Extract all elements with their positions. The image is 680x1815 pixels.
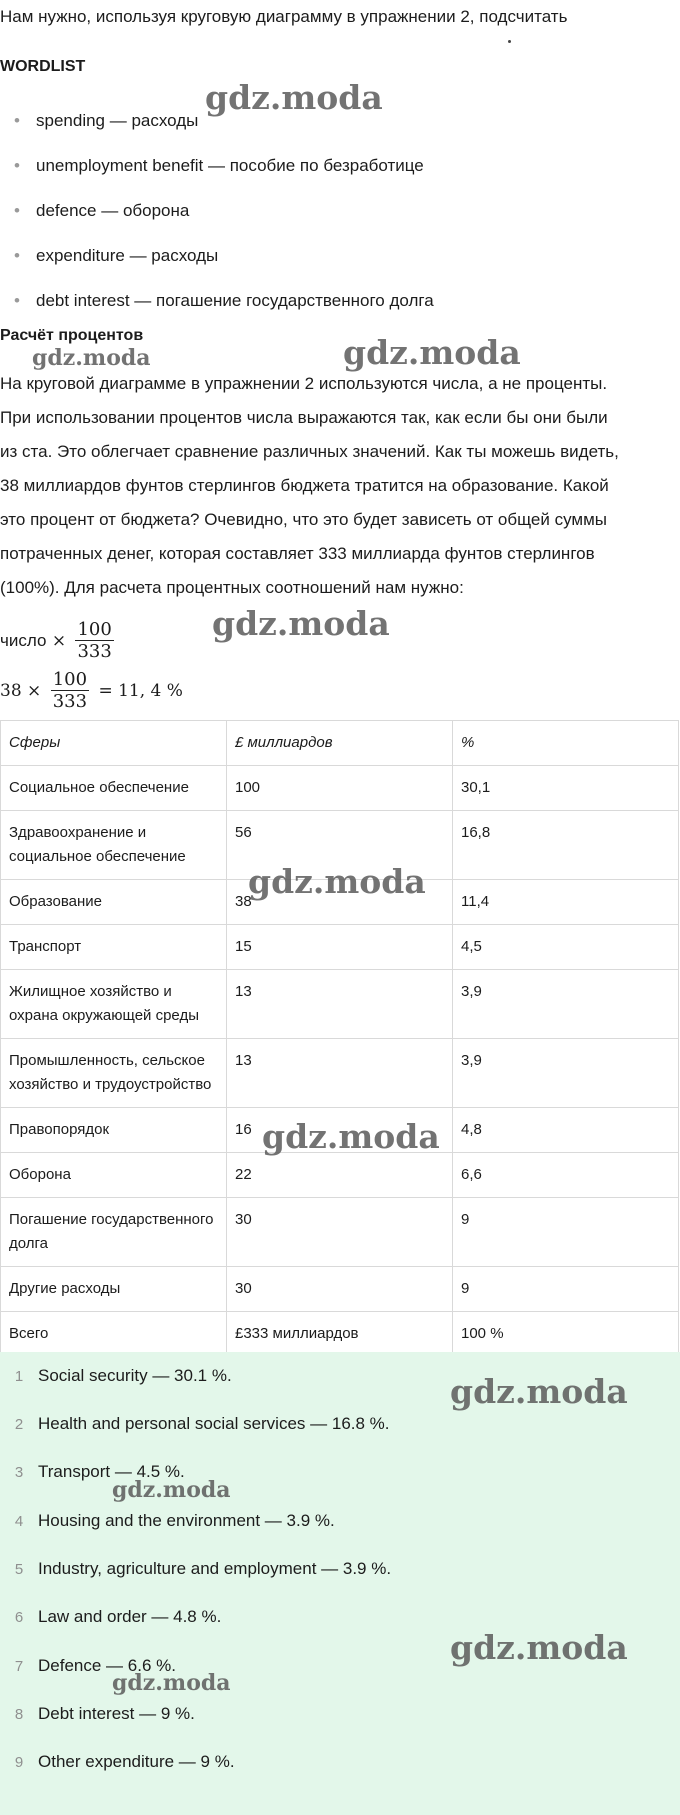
fraction-numerator: 100 — [52, 669, 88, 690]
wordlist-item: • spending — расходы — [14, 111, 199, 130]
watermark: gdz.moda — [450, 1628, 628, 1667]
header-cell: Сферы — [1, 721, 227, 766]
table-cell: 3,9 — [453, 970, 679, 1039]
table-cell: 4,5 — [453, 925, 679, 970]
answer-item: 7 Defence — 6.6 %. — [14, 1656, 176, 1675]
watermark: gdz.moda — [112, 1477, 231, 1503]
answer-item: 1 Social security — 30.1 %. — [14, 1366, 232, 1385]
table-cell: 30 — [227, 1267, 453, 1312]
watermark: gdz.moda — [450, 1372, 628, 1411]
table-cell: 16,8 — [453, 811, 679, 880]
table-row — [1, 766, 679, 811]
fraction — [51, 670, 89, 713]
table-cell: 3,9 — [453, 1039, 679, 1108]
table-cell: Другие расходы — [1, 1267, 227, 1312]
wordlist-title: WORDLIST — [0, 58, 86, 75]
calc-paragraph — [0, 367, 672, 605]
table-cell: 4,8 — [453, 1108, 679, 1153]
table-cell: 30 — [227, 1198, 453, 1267]
table-cell: Оборона — [1, 1153, 227, 1198]
calc-line: При использовании процентов числа выражаются так, как если бы они были — [0, 408, 608, 427]
table-row — [1, 925, 679, 970]
watermark: gdz.moda — [262, 1117, 440, 1156]
multiply-sign: × — [51, 631, 67, 651]
watermark: gdz.moda — [212, 604, 390, 643]
table-cell: Жилищное хозяйство и охрана окружающей среды — [1, 970, 227, 1039]
table-row-total — [1, 1312, 679, 1357]
formula-label: число — [0, 631, 47, 650]
calc-line: из ста. Это облегчает сравнение различных значений. Как ты можешь видеть, — [0, 442, 619, 461]
table-cell: 13 — [227, 1039, 453, 1108]
answer-item: 8 Debt interest — 9 %. — [14, 1704, 195, 1723]
table-cell: 9 — [453, 1198, 679, 1267]
table-row — [1, 1267, 679, 1312]
answers-panel — [0, 1352, 680, 1815]
watermark: gdz.moda — [32, 345, 151, 371]
fraction — [75, 620, 113, 663]
fraction-denominator: 333 — [77, 641, 112, 662]
spending-table — [0, 720, 679, 1357]
calc-line: потраченных денег, которая составляет 333 миллиарда фунтов стерлингов — [0, 544, 595, 563]
formula-example — [0, 670, 183, 713]
fraction-denominator: 333 — [52, 691, 88, 712]
table-cell: 56 — [227, 811, 453, 880]
table-cell: 100 — [227, 766, 453, 811]
wordlist-item: • unemployment benefit — пособие по безработице — [14, 156, 424, 175]
watermark: gdz.moda — [112, 1670, 231, 1696]
table-cell: 16 — [227, 1108, 453, 1153]
table-cell: 38 — [227, 880, 453, 925]
calc-line: (100%). Для расчета процентных соотношений нам нужно: — [0, 578, 464, 597]
answer-item: 9 Other expenditure — 9 %. — [14, 1752, 235, 1771]
header-cell: £ миллиардов — [227, 721, 453, 766]
wordlist-item: • expenditure — расходы — [14, 246, 219, 265]
table-cell: 22 — [227, 1153, 453, 1198]
answer-item: 6 Law and order — 4.8 %. — [14, 1607, 222, 1626]
table-cell: £333 миллиардов — [227, 1312, 453, 1357]
answer-item: 4 Housing and the environment — 3.9 %. — [14, 1511, 335, 1530]
table-cell: 6,6 — [453, 1153, 679, 1198]
table-row — [1, 970, 679, 1039]
calc-line: это процент от бюджета? Очевидно, что это будет зависеть от общей суммы — [0, 510, 607, 529]
intro-text: Нам нужно, используя круговую диаграмму в упражнении 2, подсчитать — [0, 7, 568, 26]
table-cell: 30,1 — [453, 766, 679, 811]
wordlist-item: • defence — оборона — [14, 201, 190, 220]
table-cell: Транспорт — [1, 925, 227, 970]
table-cell: Промышленность, сельское хозяйство и трудоустройство — [1, 1039, 227, 1108]
table-cell: Всего — [1, 1312, 227, 1357]
formula-result: = 11, 4 % — [98, 681, 183, 701]
stray-dot — [508, 40, 511, 43]
table-cell: 13 — [227, 970, 453, 1039]
multiply-sign: × — [27, 681, 42, 701]
table-row — [1, 1153, 679, 1198]
watermark: gdz.moda — [205, 78, 383, 117]
table-row — [1, 1198, 679, 1267]
wordlist-item: • debt interest — погашение государственного долга — [14, 291, 434, 310]
answer-item: 2 Health and personal social services — 16.8 %. — [14, 1414, 390, 1433]
answer-item: 5 Industry, agriculture and employment — 3.9 %. — [14, 1559, 392, 1578]
table-cell: Правопорядок — [1, 1108, 227, 1153]
table-cell: Социальное обеспечение — [1, 766, 227, 811]
answer-item: 3 Transport — 4.5 %. — [14, 1462, 185, 1481]
calc-line: 38 миллиардов фунтов стерлингов бюджета тратится на образование. Какой — [0, 476, 609, 495]
header-cell: % — [453, 721, 679, 766]
calc-title: Расчёт процентов — [0, 327, 144, 344]
calc-line: На круговой диаграмме в упражнении 2 используются числа, а не проценты. — [0, 374, 608, 393]
formula-general — [0, 620, 118, 663]
formula-value: 38 — [0, 681, 22, 701]
watermark: gdz.moda — [248, 862, 426, 901]
table-cell: 100 % — [453, 1312, 679, 1357]
table-cell: 11,4 — [453, 880, 679, 925]
table-cell: Образование — [1, 880, 227, 925]
table-cell: 9 — [453, 1267, 679, 1312]
table-header-row — [1, 721, 679, 766]
watermark: gdz.moda — [343, 333, 521, 372]
table-cell: 15 — [227, 925, 453, 970]
table-cell: Погашение государственного долга — [1, 1198, 227, 1267]
table-cell: Здравоохранение и социальное обеспечение — [1, 811, 227, 880]
fraction-numerator: 100 — [77, 619, 112, 640]
table-row — [1, 1039, 679, 1108]
